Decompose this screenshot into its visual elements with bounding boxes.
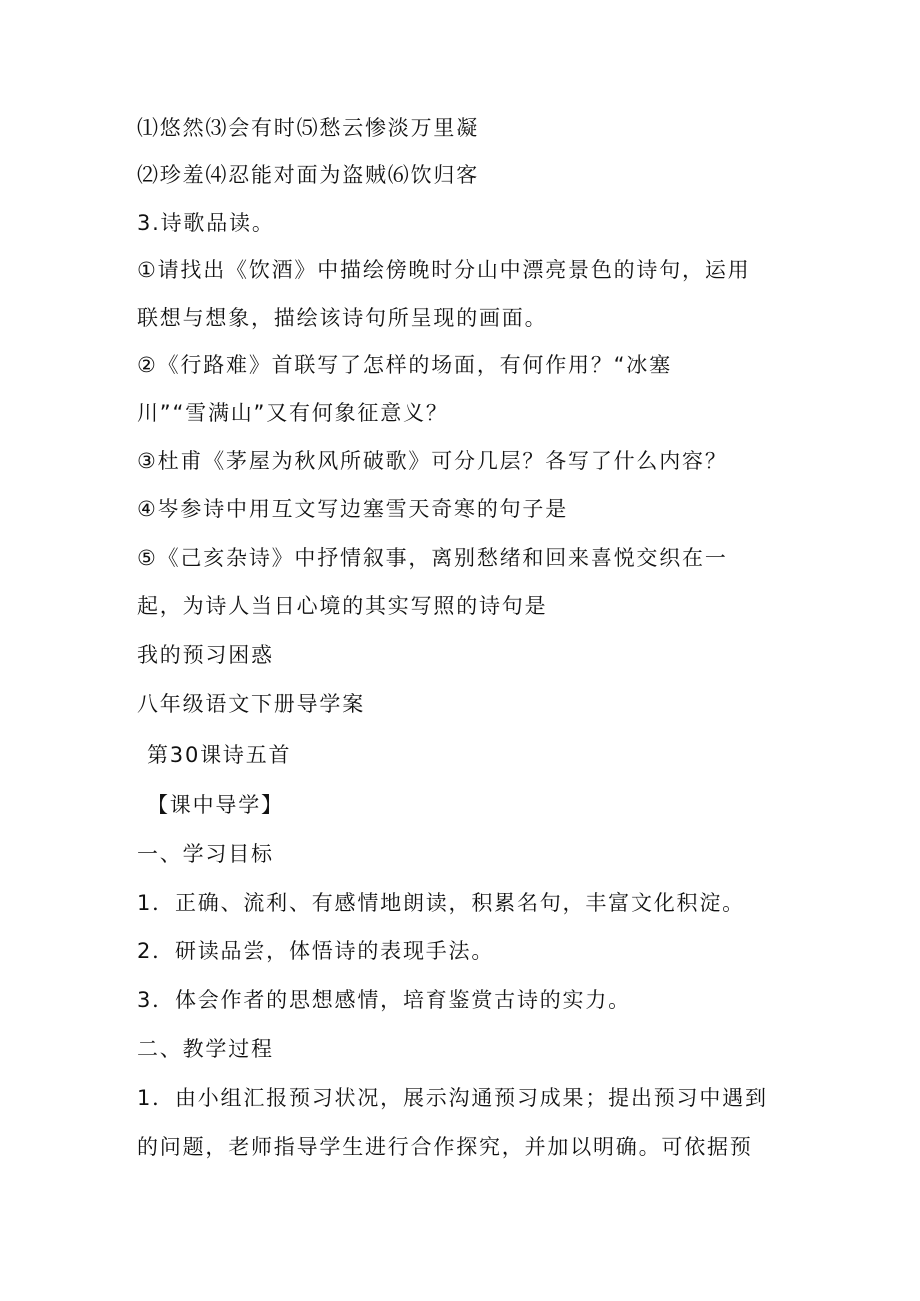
answer-line-2: ⑵珍羞⑷忍能对面为盗贼⑹饮归客 bbox=[137, 163, 479, 187]
preview-doubts-heading: 我的预习困惑 bbox=[137, 643, 274, 667]
goal-3: 3．体会作者的思想感情，培育鉴赏古诗的实力。 bbox=[137, 988, 631, 1012]
answer-line-1: ⑴悠然⑶会有时⑸愁云惨淡万里凝 bbox=[137, 116, 479, 140]
question-4: ④岑参诗中用互文写边塞雪天奇寒的句子是 bbox=[137, 497, 569, 521]
process-step-1-line-2: 的问题，老师指导学生进行合作探究，并加以明确。可依据预 bbox=[137, 1135, 753, 1159]
goal-1: 1．正确、流利、有感情地朗读，积累名句，丰富文化积淀。 bbox=[137, 891, 745, 915]
question-1-line-2: 联想与想象，描绘该诗句所呈现的画面。 bbox=[137, 306, 548, 330]
question-3: ③杜甫《茅屋为秋风所破歌》可分几层？各写了什么内容？ bbox=[137, 449, 728, 473]
question-2-line-2: 川”“雪满山”又有何象征意义？ bbox=[137, 401, 449, 425]
question-1-line-1: ①请找出《饮酒》中描绘傍晚时分山中漂亮景色的诗句，运用 bbox=[137, 258, 751, 282]
process-step-1-line-1: 1．由小组汇报预习状况，展示沟通预习成果；提出预习中遇到 bbox=[137, 1086, 768, 1110]
teaching-process-heading: 二、教学过程 bbox=[137, 1037, 274, 1061]
learning-goals-heading: 一、学习目标 bbox=[137, 842, 274, 866]
question-5-line-1: ⑤《己亥杂诗》中抒情叙事，离别愁绪和回来喜悦交织在一 bbox=[137, 546, 728, 570]
guide-title: 八年级语文下册导学案 bbox=[137, 692, 365, 716]
in-class-guide-heading: 【课中导学】 bbox=[147, 793, 284, 817]
question-2-line-1: ②《行路难》首联写了怎样的场面，有何作用？“冰塞 bbox=[137, 353, 672, 377]
lesson-title: 第30课诗五首 bbox=[147, 743, 292, 767]
section-heading-poetry-reading: 3.诗歌品读。 bbox=[137, 211, 275, 235]
goal-2: 2．研读品尝，体悟诗的表现手法。 bbox=[137, 939, 495, 963]
question-5-line-2: 起，为诗人当日心境的其实写照的诗句是 bbox=[137, 594, 548, 618]
